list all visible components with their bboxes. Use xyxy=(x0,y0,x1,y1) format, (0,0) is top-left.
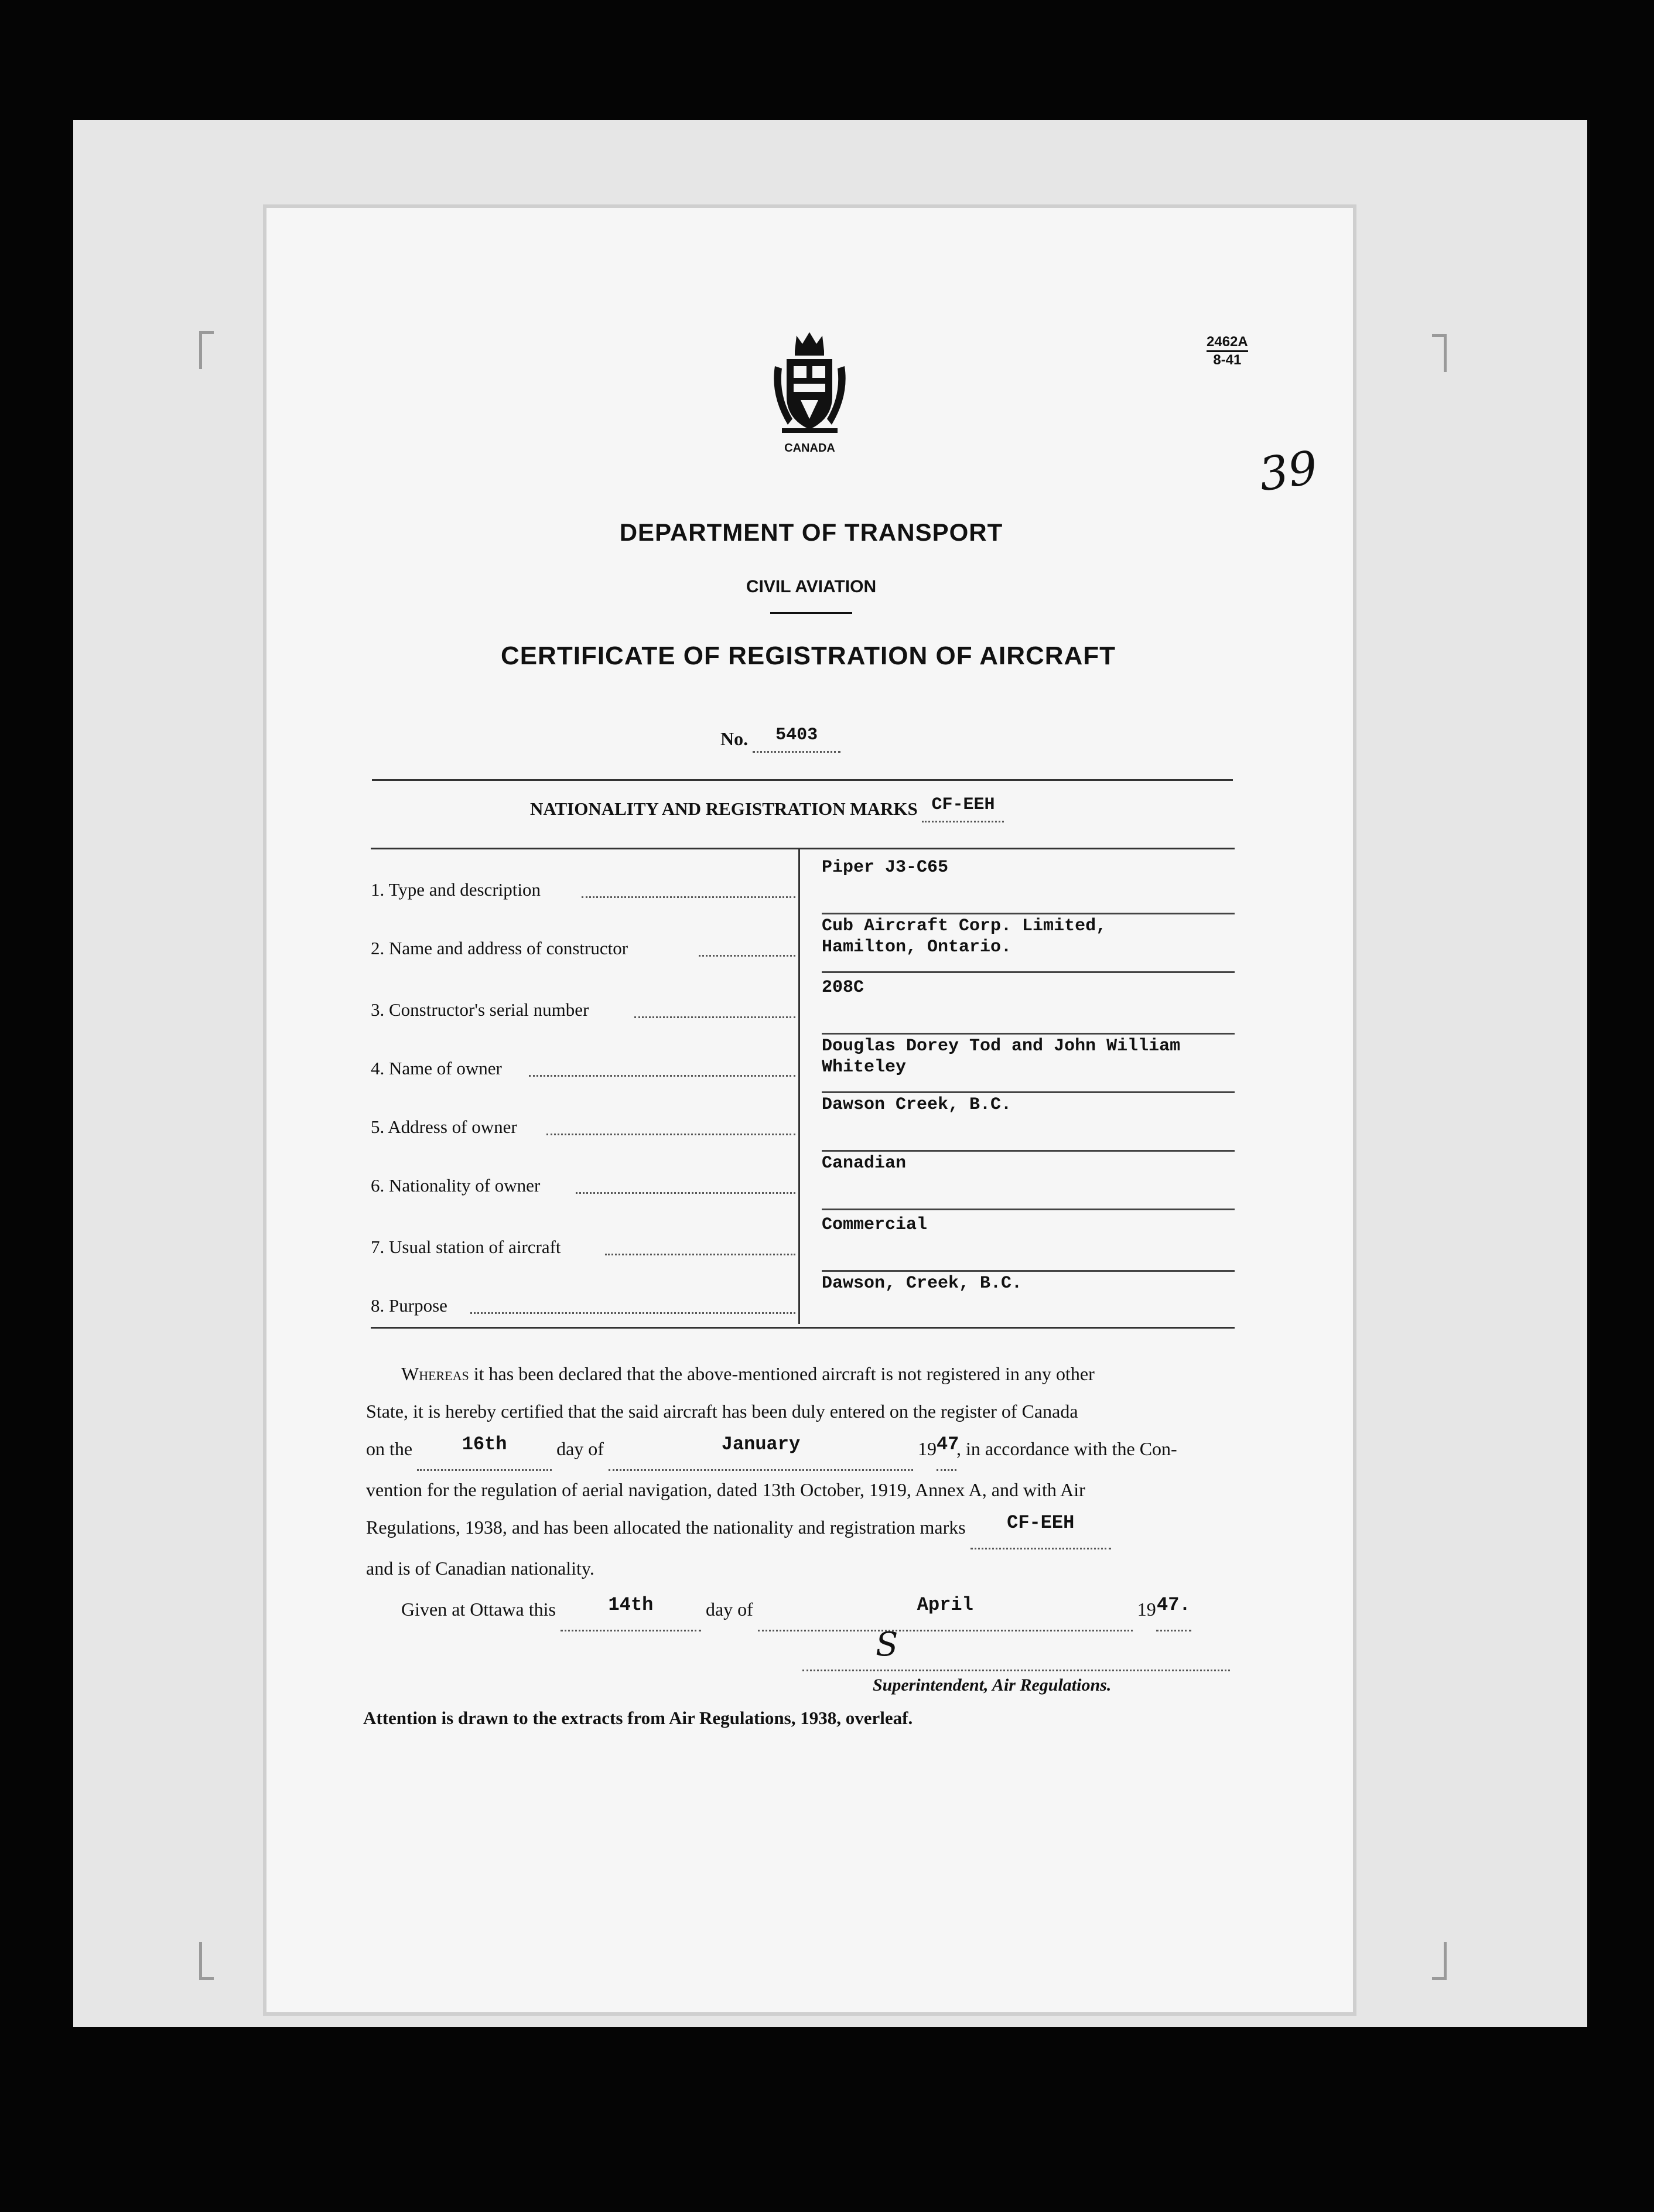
department-title: DEPARTMENT OF TRANSPORT xyxy=(619,518,1003,546)
certificate-number-value: 5403 xyxy=(775,725,818,745)
signatory-title: Superintendent, Air Regulations. xyxy=(873,1675,1112,1695)
handwritten-number: 39 xyxy=(1256,441,1321,502)
crest-label: CANADA xyxy=(784,442,835,455)
row-label: 7. Usual station of aircraft xyxy=(371,1237,561,1257)
row-value: Douglas Dorey Tod and John William Whiteley xyxy=(822,1036,1181,1077)
certificate-number xyxy=(720,725,840,753)
given-day: 14th xyxy=(608,1594,654,1616)
registration-year-prefix: 19 xyxy=(917,1438,937,1459)
declaration-line-1-text: it has been declared that the above-mentioned aircraft is not registered in any other xyxy=(473,1363,1095,1384)
declaration-whereas: Whereas xyxy=(401,1363,469,1384)
row-label: 8. Purpose xyxy=(371,1295,447,1316)
crop-mark-bottom-right xyxy=(1432,1942,1447,1980)
form-number-date: 8-41 xyxy=(1213,352,1242,368)
branch-underline xyxy=(770,612,852,614)
certificate-page xyxy=(266,208,1353,2012)
row-value: Canadian xyxy=(822,1153,907,1173)
certificate-title: CERTIFICATE OF REGISTRATION OF AIRCRAFT xyxy=(500,641,1116,670)
declaration-day-of: day of xyxy=(556,1438,604,1459)
row-value: 208C xyxy=(822,978,864,998)
branch-title: CIVIL AVIATION xyxy=(746,577,877,596)
given-month: April xyxy=(917,1594,973,1616)
declaration-on-the: on the xyxy=(366,1438,413,1459)
row-value: Cub Aircraft Corp. Limited, Hamilton, Ontario. xyxy=(822,916,1107,957)
registration-year: 47 xyxy=(936,1433,959,1455)
row-leader-dots xyxy=(582,896,795,898)
crest-icon xyxy=(770,331,849,436)
attention-note: Attention is drawn to the extracts from Air Regulations, 1938, overleaf. xyxy=(363,1708,913,1728)
row-value: Dawson, Creek, B.C. xyxy=(822,1274,1023,1293)
row-value: Piper J3-C65 xyxy=(822,858,949,878)
table-row xyxy=(371,1148,1235,1209)
table-row xyxy=(371,911,1235,972)
table-row xyxy=(371,972,1235,1033)
declaration-marks-value: CF-EEH xyxy=(1007,1512,1075,1534)
row-leader-dots xyxy=(529,1075,795,1077)
declaration-line-1 xyxy=(366,1355,1233,1392)
crop-mark-bottom-left xyxy=(199,1942,214,1980)
declaration-line-2: State, it is hereby certified that the said aircraft has been duly entered on the register of Canada xyxy=(366,1401,1078,1422)
row-leader-dots xyxy=(699,955,795,957)
row-label: 5. Address of owner xyxy=(371,1117,517,1137)
declaration-line-6: and is of Canadian nationality. xyxy=(366,1558,594,1579)
declaration-line-4: vention for the regulation of aerial navigation, dated 13th October, 1919, Annex A, and with Air xyxy=(366,1479,1085,1500)
given-text: Given at Ottawa this xyxy=(401,1599,556,1620)
rule-table-top xyxy=(371,848,1235,849)
rule-table-bottom xyxy=(371,1327,1235,1329)
crop-mark-top-right xyxy=(1432,334,1447,372)
signature-initial: S xyxy=(876,1626,898,1664)
row-value: Commercial xyxy=(822,1215,928,1235)
declaration-line-3 xyxy=(366,1430,1233,1471)
row-leader-dots xyxy=(470,1312,795,1314)
declaration-accordance: , in accordance with the Con- xyxy=(956,1438,1177,1459)
declaration-paragraph xyxy=(366,1355,1233,1587)
registration-day: 16th xyxy=(462,1433,507,1455)
given-day-of: day of xyxy=(705,1599,753,1620)
declaration-line-5-text: Regulations, 1938, and has been allocated the nationality and registration marks xyxy=(366,1517,966,1538)
table-row xyxy=(371,852,1235,913)
table-row xyxy=(371,1268,1235,1329)
declaration-line-5 xyxy=(366,1508,1233,1549)
row-leader-dots xyxy=(605,1254,795,1255)
row-leader-dots xyxy=(634,1016,795,1018)
row-label: 4. Name of owner xyxy=(371,1058,502,1078)
canada-crest xyxy=(770,331,849,455)
rule-top xyxy=(372,779,1233,781)
registration-marks-label: NATIONALITY AND REGISTRATION MARKS xyxy=(530,798,918,819)
crop-mark-top-left xyxy=(199,331,214,369)
table-row xyxy=(371,1031,1235,1092)
registration-month: January xyxy=(721,1433,801,1455)
signature-line xyxy=(802,1670,1230,1671)
row-leader-dots xyxy=(576,1192,795,1194)
form-number xyxy=(1207,334,1248,368)
table-row xyxy=(371,1090,1235,1151)
given-year: 47. xyxy=(1156,1594,1191,1616)
row-leader-dots xyxy=(546,1134,795,1135)
registration-marks xyxy=(530,795,1004,822)
row-label: 1. Type and description xyxy=(371,879,541,900)
certificate-number-label: No. xyxy=(720,728,749,749)
given-line xyxy=(366,1590,1233,1631)
row-value: Dawson Creek, B.C. xyxy=(822,1095,1012,1115)
table-row xyxy=(371,1210,1235,1271)
row-label: 2. Name and address of constructor xyxy=(371,938,628,958)
row-label: 6. Nationality of owner xyxy=(371,1175,541,1196)
registration-marks-value: CF-EEH xyxy=(931,795,995,815)
given-year-prefix: 19 xyxy=(1137,1599,1156,1620)
row-label: 3. Constructor's serial number xyxy=(371,999,589,1020)
form-number-code: 2462A xyxy=(1207,334,1248,352)
